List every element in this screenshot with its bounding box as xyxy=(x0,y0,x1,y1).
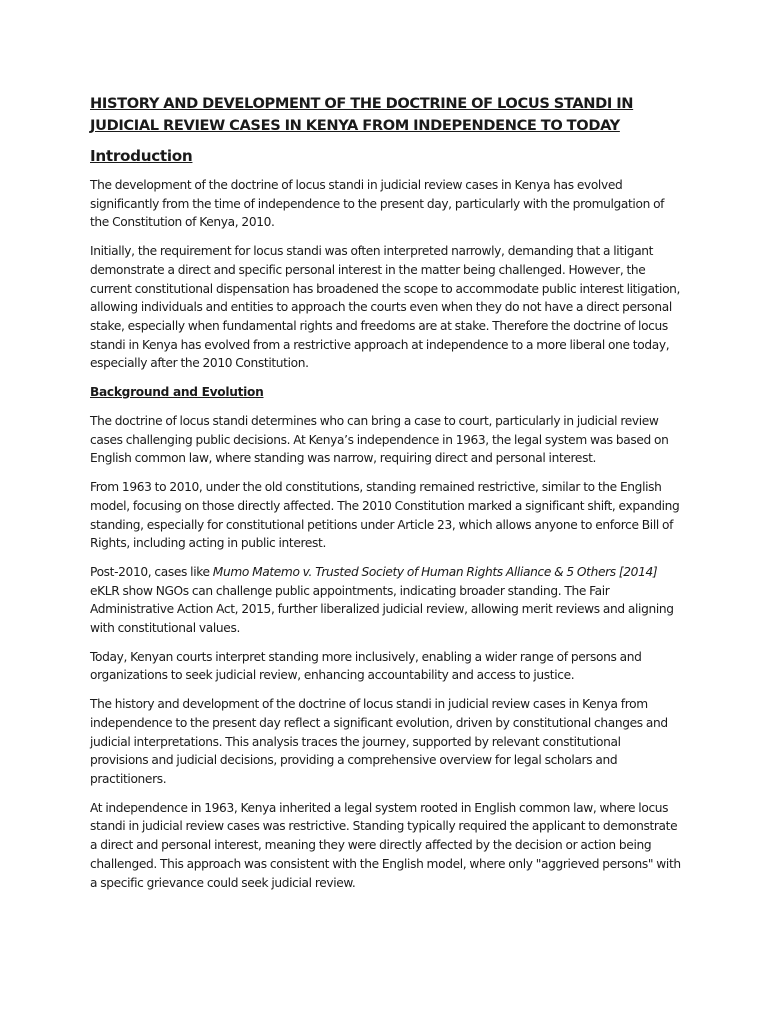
background-paragraph-4: Today, Kenyan courts interpret standing more inclusively, enabling a wider range of persons and organizations to seek judicial review, enhancing accountability and access to justice. xyxy=(90,649,642,683)
background-paragraph-3 xyxy=(90,563,682,638)
case-citation: Mumo Matemo v. Trusted Society of Human Rights Alliance & 5 Others [2014] xyxy=(212,564,658,579)
paragraph-text: Post-2010, cases like xyxy=(90,564,213,579)
background-paragraph-5: The history and development of the doctrine of locus standi in judicial review cases in Kenya from independence to the present day reflect a significant evolution, driven by constitutional changes and judicial interpretations. This analysis traces the journey, supported by relevant constitutional provisions and judicial decisions, providing a comprehensive overview for legal scholars and practitioners. xyxy=(90,697,668,786)
introduction-heading: Introduction xyxy=(90,147,193,165)
document-page xyxy=(90,93,682,902)
intro-paragraph-1: The development of the doctrine of locus standi in judicial review cases in Kenya has evolved significantly from the time of independence to the present day, particularly with the promulgation of the Constitution of Kenya, 2010. xyxy=(90,178,665,230)
background-heading: Background and Evolution xyxy=(90,385,264,400)
background-paragraph-2: From 1963 to 2010, under the old constitutions, standing remained restrictive, similar to the English model, focusing on those directly affected. The 2010 Constitution marked a significant shift, expanding standing, especially for constitutional petitions under Article 23, which allows anyone to enforce Bill of Rights, including acting in public interest. xyxy=(90,480,680,551)
paragraph-text: eKLR show NGOs can challenge public appointments, indicating broader standing. The Fair Administrative Action Act, 2015, further liberalized judicial review, allowing merit reviews and aligning with constitutional values. xyxy=(90,583,674,636)
document-title: HISTORY AND DEVELOPMENT OF THE DOCTRINE OF LOCUS STANDI IN JUDICIAL REVIEW CASES IN KENYA FROM INDEPENDENCE TO TODAY xyxy=(90,95,634,134)
background-paragraph-1: The doctrine of locus standi determines who can bring a case to court, particularly in judicial review cases challenging public decisions. At Kenya’s independence in 1963, the legal system was based on English common law, where standing was narrow, requiring direct and personal interest. xyxy=(90,414,669,466)
intro-paragraph-2: Initially, the requirement for locus standi was often interpreted narrowly, demanding that a litigant demonstrate a direct and specific personal interest in the matter being challenged. However, the current constitutional dispensation has broadened the scope to accommodate public interest litigation, allowing individuals and entities to approach the courts even when they do not have a direct personal stake, especially when fundamental rights and freedoms are at stake. Therefore the doctrine of locus standi in Kenya has evolved from a restrictive approach at independence to a more liberal one today, especially after the 2010 Constitution. xyxy=(90,244,681,371)
background-paragraph-6: At independence in 1963, Kenya inherited a legal system rooted in English common law, where locus standi in judicial review cases was restrictive. Standing typically required the applicant to demonstrate a direct and personal interest, meaning they were directly affected by the decision or action being challenged. This approach was consistent with the English model, where only "aggrieved persons" with a specific grievance could seek judicial review. xyxy=(90,800,681,890)
